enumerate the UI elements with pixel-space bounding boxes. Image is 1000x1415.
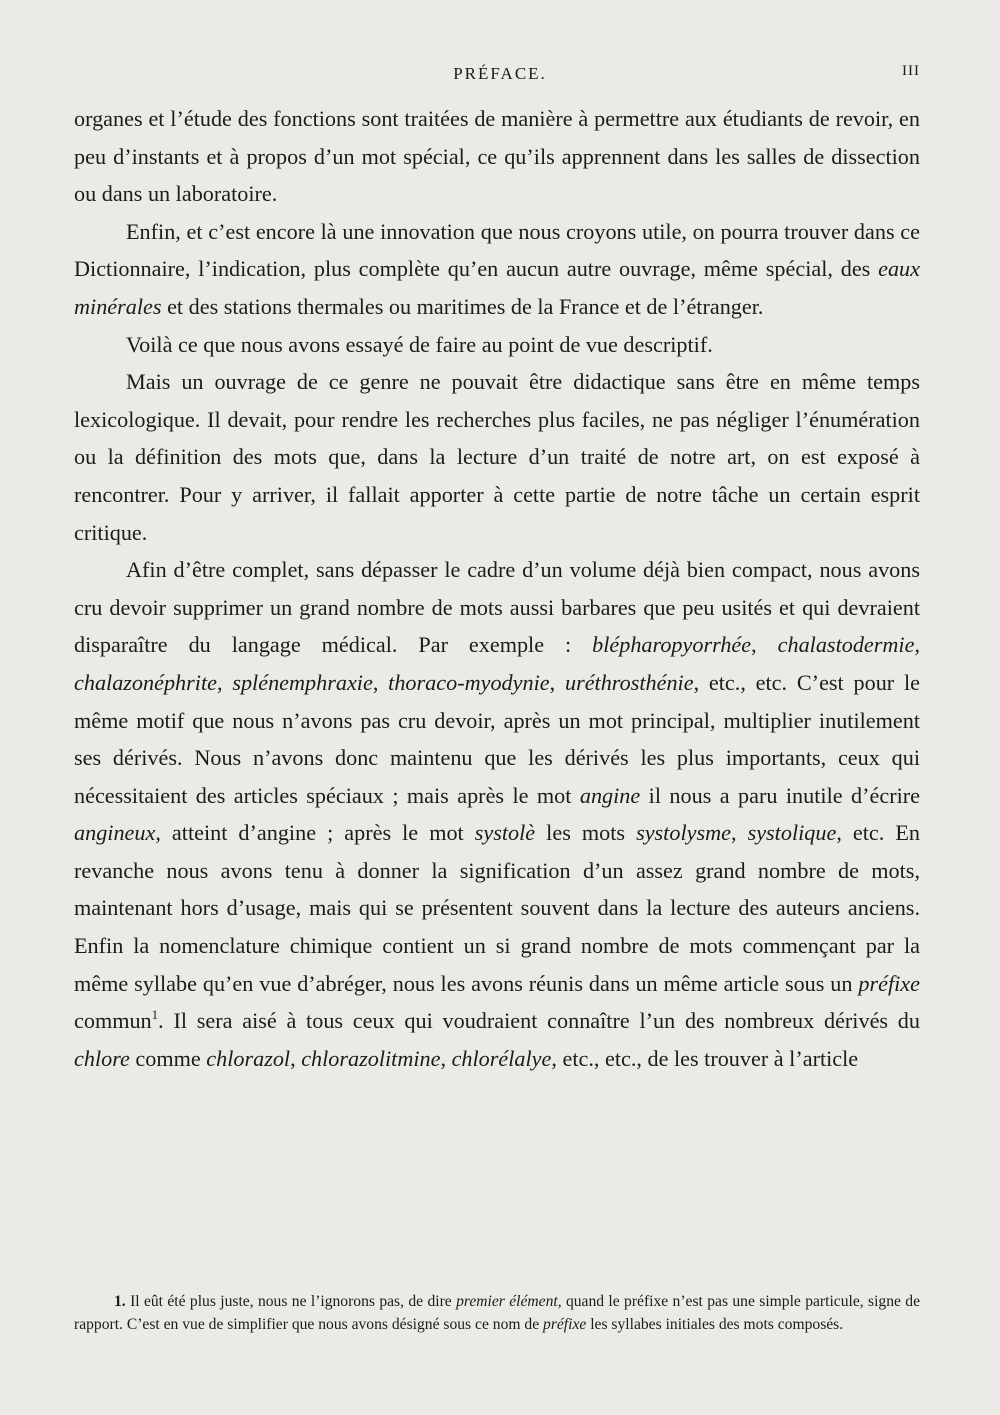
- italic-term: chalazonéphrite: [74, 669, 217, 695]
- text-run: , etc. En revanche nous avons tenu à donner la signification d’un assez grand nombre de mots, maintenant hors d’usage, mais qui se présentent souvent dans la lecture des auteurs anciens. Enfin la nomenclature chimique contient un si grand nombre de mots commençant par la même syllabe qu’en vue d’abréger, nous les avons réunis dans un même article sous un: [74, 820, 920, 996]
- text-run: ,: [751, 632, 778, 658]
- text-run: organes et l’étude des fonctions sont traitées de manière à permettre aux étudiants de revoir, en peu d’instants et à propos d’un mot spécial, ce qu’ils apprennent dans les salles de dissection ou dans un laboratoire.: [74, 106, 920, 207]
- text-run: Enfin, et c’est encore là une innovation que nous croyons utile, on pourra trouver dans ce Dictionnaire, l’indication, plus complète qu’en aucun autre ouvrage, même spécial, des: [74, 218, 920, 282]
- text-run: . Il sera aisé à tous ceux qui voudraient connaître l’un des nombreux dérivés du: [158, 1008, 920, 1034]
- italic-term: chlorazol: [206, 1045, 291, 1071]
- italic-term: premier élément: [456, 1293, 558, 1310]
- text-run: les mots: [535, 820, 637, 846]
- text-run: ,: [216, 669, 233, 695]
- text-run: comme: [129, 1045, 207, 1071]
- text-run: ,: [914, 632, 920, 658]
- body-text: [74, 100, 920, 1077]
- italic-term: systolysme: [636, 820, 731, 846]
- text-run: il nous a paru inutile d’écrire: [640, 782, 920, 808]
- text-run: , etc., etc. C’est pour le même motif que nous n’avons pas cru devoir, après un mot principal, multiplier inutilement ses dérivés. Nous n’avons donc maintenu que les dérivés les plus importants, ceux qui nécessitaient des articles spéciaux ; mais après le mot: [74, 669, 921, 808]
- text-run: Afin d’être complet, sans dépasser le cadre d’un volume déjà bien compact, nous avons cru devoir supprimer un grand nombre de mots aussi barbares que peu usités et qui devraient disparaître du langage médical. Par exemple :: [74, 557, 920, 658]
- text-run: Il eût été plus juste, nous ne l’ignorons pas, de dire: [130, 1293, 457, 1310]
- italic-term: angineux: [74, 820, 156, 846]
- italic-term: uréthrosthénie: [564, 669, 694, 695]
- footnote-ref: 1: [151, 1007, 159, 1023]
- text-run: ,: [549, 669, 565, 695]
- text-run: , quand le préfixe n’est pas une simple particule, signe de rapport. C’est en vue de simplifier que nous avons désigné sous ce nom de: [74, 1293, 920, 1334]
- italic-term: systolique: [747, 820, 837, 846]
- italic-term: préfixe: [543, 1316, 587, 1334]
- text-run: et des stations thermales ou maritimes de la France et de l’étranger.: [161, 293, 764, 319]
- text-run: commun: [74, 1008, 152, 1034]
- italic-term: chalastodermie: [777, 632, 915, 658]
- italic-term: chlore: [74, 1045, 130, 1071]
- text-run: les syllabes initiales des mots composés.: [586, 1316, 844, 1334]
- paragraph: [74, 100, 920, 213]
- paragraph: [74, 213, 920, 326]
- italic-term: blépharopyorrhée: [592, 632, 752, 658]
- text-run: , etc., etc., de les trouver à l’article: [551, 1045, 859, 1071]
- page-number: III: [902, 63, 920, 79]
- paragraph: [74, 326, 920, 364]
- text-run: , atteint d’angine ; après le mot: [155, 820, 475, 846]
- text-run: ,: [730, 820, 748, 846]
- italic-term: systolè: [474, 820, 536, 846]
- italic-term: angine: [579, 782, 641, 808]
- text-run: ,: [372, 669, 389, 695]
- paragraph: [74, 551, 920, 1077]
- italic-term: chlorélalye: [451, 1045, 552, 1071]
- text-run: Voilà ce que nous avons essayé de faire au point de vue descriptif.: [126, 331, 713, 357]
- footnotes: [74, 1290, 920, 1336]
- italic-term: chlorazolitmine: [301, 1045, 441, 1071]
- footnote: [74, 1290, 920, 1336]
- text-run: 1.: [114, 1293, 131, 1310]
- italic-term: thoraco-myodynie: [388, 669, 550, 695]
- italic-term: eaux minérales: [74, 256, 920, 319]
- running-header-title: PRÉFACE.: [453, 64, 547, 83]
- text-run: Mais un ouvrage de ce genre ne pouvait être didactique sans être en même temps lexicologique. Il devait, pour rendre les recherches plus faciles, ne pas négliger l’énumération ou la définition des mots que, dans la lecture d’un traité de notre art, on est exposé à rencontrer. Pour y arriver, il fallait apporter à cette partie de notre tâche un certain esprit critique.: [74, 369, 920, 545]
- paragraph: [74, 363, 920, 551]
- italic-term: préfixe: [858, 970, 920, 996]
- italic-term: splénemphraxie: [232, 669, 373, 695]
- text-run: ,: [440, 1045, 452, 1071]
- text-run: ,: [290, 1045, 302, 1071]
